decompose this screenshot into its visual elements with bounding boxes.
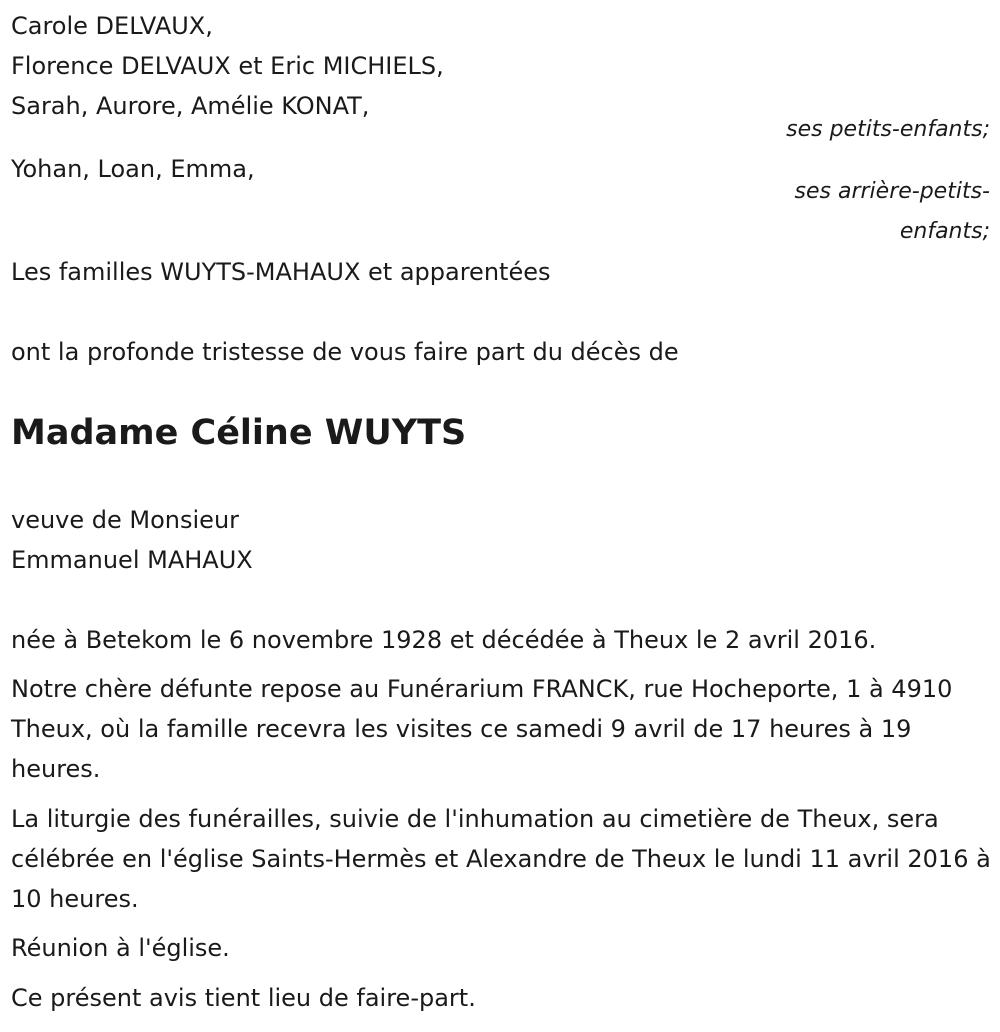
announcement-line: ont la profonde tristesse de vous faire part du décès de: [11, 338, 679, 366]
birth-death-paragraph: née à Betekom le 6 novembre 1928 et décédée à Theux le 2 avril 2016.: [11, 626, 877, 654]
families-line: Les familles WUYTS-MAHAUX et apparentées: [11, 258, 551, 286]
widow-line-2: Emmanuel MAHAUX: [11, 546, 253, 574]
widow-line-1: veuve de Monsieur: [11, 506, 240, 534]
notice-paragraph: Ce présent avis tient lieu de faire-part.: [11, 984, 476, 1012]
grandchildren-label: ses petits-enfants;: [786, 117, 990, 142]
meeting-paragraph: Réunion à l'église.: [11, 934, 230, 962]
visitation-paragraph: Notre chère défunte repose au Funérarium FRANCK, rue Hocheporte, 1 à 4910 Theux, où la famille recevra les visites ce samedi 9 avril de 17 heures à 19 heures.: [11, 675, 953, 783]
great-grandchildren-label-2: enfants;: [899, 219, 990, 244]
funeral-paragraph: La liturgie des funérailles, suivie de l'inhumation au cimetière de Theux, sera célébrée en l'église Saints-Hermès et Alexandre de Theux le lundi 11 avril 2016 à 10 heures.: [11, 805, 991, 913]
deceased-name: Madame Céline WUYTS: [11, 413, 467, 453]
family-line-2: Florence DELVAUX et Eric MICHIELS,: [11, 52, 444, 80]
great-grandchildren-line: Yohan, Loan, Emma,: [11, 155, 255, 183]
family-line-3: Sarah, Aurore, Amélie KONAT,: [11, 92, 370, 120]
great-grandchildren-label-1: ses arrière-petits-: [794, 179, 990, 204]
family-line-1: Carole DELVAUX,: [11, 12, 213, 40]
